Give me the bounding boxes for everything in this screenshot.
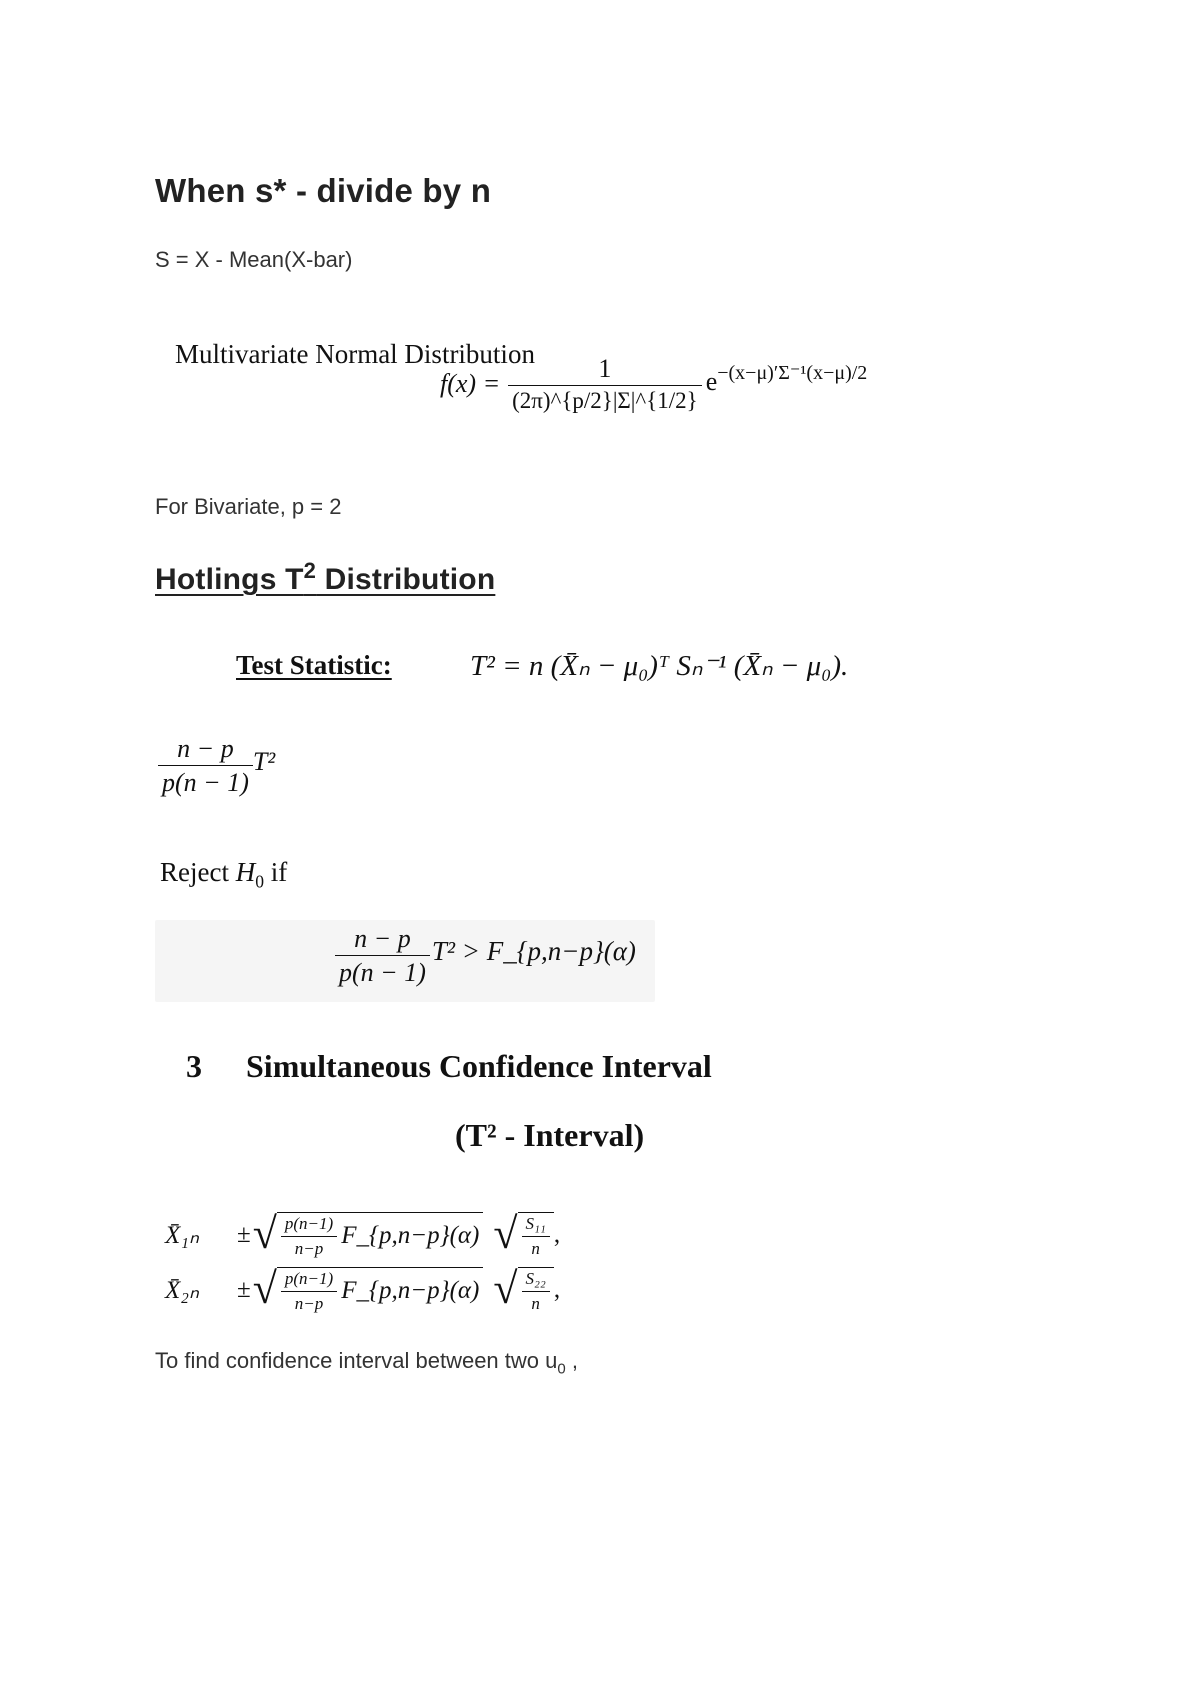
section-subtitle: (T² - Interval) [455,1117,645,1153]
interval-1-xbar: X̄₁ₙ [165,1221,199,1249]
section-number: 3 [186,1048,202,1084]
interval-2-s-num: S₂₂ [525,1269,546,1288]
test-statistic-label: Test Statistic: [236,650,392,680]
interval-2-s-bar [522,1291,550,1292]
reject-condition [335,925,636,987]
interval-2-radical: √ [252,1264,277,1313]
scaled-t2-fraction [158,735,253,797]
mvn-formula [440,355,867,413]
interval-2-inner-den: n−p [294,1293,324,1313]
reject-fraction [335,925,430,987]
heading-when-s-star: When s* - divide by n [155,172,492,209]
bivariate-note: For Bivariate, p = 2 [155,494,342,519]
reject-numerator: n − p [354,924,411,953]
interval-1-s-bar [522,1236,550,1237]
closing-line [155,1348,578,1378]
mvn-fraction-bar [508,385,702,386]
interval-2-f-term: F_{p,n−p}(α) [341,1277,480,1305]
interval-1-inner-num: p(n−1) [284,1214,334,1233]
interval-1-f-term: F_{p,n−p}(α) [341,1222,480,1250]
interval-1-trail: , [553,1220,561,1248]
heading-hotelling-sup: 2 [303,558,317,583]
interval-1-inner-den: n−p [294,1238,324,1258]
closing-prefix: To find confidence interval between two u [155,1348,558,1373]
interval-2-s-den: n [531,1293,540,1313]
reject-bar [335,955,430,956]
interval-2-inner-bar [281,1291,337,1292]
reject-rule [160,857,288,892]
heading-hotelling-prefix: Hotlings T [155,563,304,596]
interval-2-s-fraction [522,1270,550,1313]
interval-row-2 [165,1264,561,1313]
mvn-exp-base: e [705,367,718,397]
definition-line: S = X - Mean(X-bar) [155,247,353,272]
scaled-t2-suffix: T² [252,746,276,776]
interval-2-s-sqrt [493,1264,553,1313]
reject-suffix: if [263,857,288,887]
interval-1-s-content [518,1212,554,1258]
mvn-title: Multivariate Normal Distribution [175,339,535,369]
mvn-lhs: f(x) = [440,369,501,399]
interval-row-1 [165,1209,561,1258]
scaled-t2-expression [158,735,275,797]
mvn-numerator: 1 [598,354,612,383]
interval-1-s-sqrt [493,1209,553,1258]
interval-1-s-den: n [531,1238,540,1258]
scaled-t2-denominator: p(n − 1) [162,768,249,798]
reject-h: H [235,857,256,887]
heading-hotelling-suffix: Distribution [316,563,496,596]
reject-rhs: T² > F_{p,n−p}(α) [431,936,636,967]
closing-sub: 0 [557,1360,566,1378]
interval-2-trail: , [553,1275,561,1303]
interval-2-xbar: X̄₂ₙ [165,1276,199,1304]
interval-2-outer-sqrt [252,1264,484,1313]
section-title: Simultaneous Confidence Interval [246,1048,712,1084]
interval-1-s-fraction [522,1215,550,1258]
interval-1-inner-bar [281,1236,337,1237]
mvn-denominator: (2π)^{p/2}|Σ|^{1/2} [512,388,698,414]
heading-hotelling [155,558,496,597]
test-statistic-formula: T² = n (X̄ₙ − μ₀)ᵀ Sₙ⁻¹ (X̄ₙ − μ₀). [470,650,849,682]
interval-2-inner-fraction [281,1270,337,1313]
interval-2-outer-content [277,1267,483,1313]
mvn-exponent: −(x−μ)′Σ⁻¹(x−μ)/2 [717,361,868,384]
interval-2-pm: ± [237,1275,251,1303]
interval-1-inner-fraction [281,1215,337,1258]
interval-2-s-content [518,1267,554,1313]
interval-1-s-radical: √ [493,1209,518,1258]
interval-2-inner-num: p(n−1) [284,1269,334,1288]
interval-1-radical: √ [252,1209,277,1258]
reject-h-sub: 0 [255,871,264,892]
interval-1-outer-sqrt [252,1209,484,1258]
reject-denominator: p(n − 1) [339,958,426,988]
scaled-t2-numerator: n − p [177,734,234,763]
closing-suffix: , [565,1348,578,1373]
scaled-t2-bar [158,765,253,766]
interval-2-s-radical: √ [493,1264,518,1313]
mvn-fraction [508,355,702,413]
reject-prefix: Reject [160,857,236,887]
interval-1-s-num: S₁₁ [525,1214,546,1233]
interval-1-outer-content [277,1212,483,1258]
interval-1-pm: ± [237,1220,251,1248]
